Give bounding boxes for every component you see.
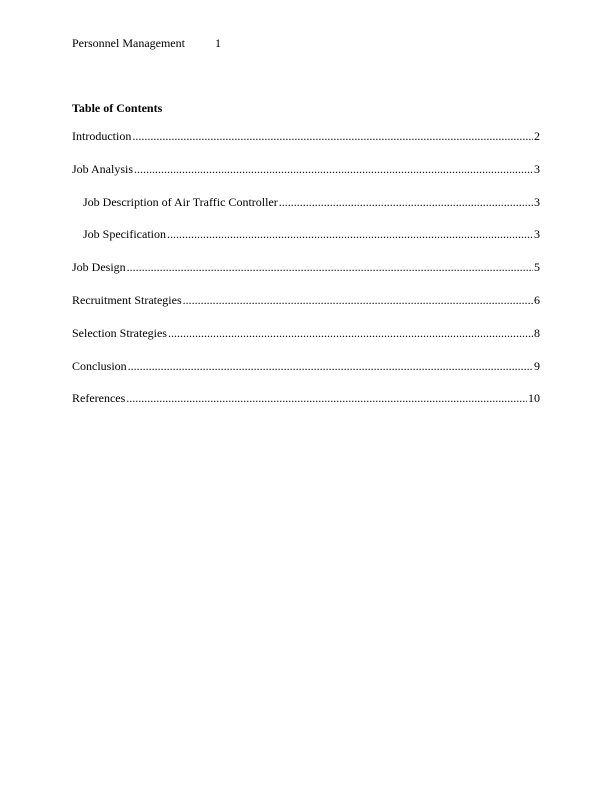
toc-entry-label: References [72,391,126,406]
toc-dot-leader [279,195,533,209]
toc-entry-page: 6 [534,292,540,307]
toc-entry-page: 2 [534,129,540,143]
toc-entry-introduction[interactable] [72,129,540,162]
toc-entry-page: 3 [534,194,540,209]
page-number: 1 [214,36,221,50]
toc-dot-leader [126,391,527,405]
toc-entry-page: 5 [534,260,540,275]
toc-dot-leader [134,162,533,176]
toc-entry-label: Introduction [72,129,132,143]
toc-entry-label: Job Design [72,260,126,275]
toc-entry-label: Job Analysis [72,161,134,176]
toc-dot-leader [128,359,533,373]
toc-dot-leader [127,260,533,274]
toc-dot-leader [132,129,533,143]
toc-title: Table of Contents [72,101,163,115]
toc-entry-job-analysis[interactable] [72,162,540,195]
toc-entry-page: 9 [534,358,540,373]
toc-entry-job-specification[interactable] [72,227,540,260]
toc-entry-page: 8 [534,325,540,340]
toc-entry-page: 10 [528,391,540,406]
toc-dot-leader [183,293,533,307]
toc-entry-page: 3 [534,227,540,242]
toc-entry-references[interactable] [72,391,540,424]
toc-dot-leader [167,227,533,241]
toc-entry-label: Job Specification [83,227,166,242]
toc-entry-label: Recruitment Strategies [72,292,182,307]
toc-entry-selection-strategies[interactable] [72,326,540,359]
toc-entry-job-design[interactable] [72,260,540,293]
toc-entry-label: Conclusion [72,358,127,373]
page-header [72,36,221,50]
toc-entry-page: 3 [534,161,540,176]
toc-entry-job-description[interactable] [72,195,540,228]
toc-entry-recruitment-strategies[interactable] [72,293,540,326]
running-head: Personnel Management [72,36,185,50]
table-of-contents [72,129,540,424]
toc-entry-conclusion[interactable] [72,359,540,392]
toc-entry-label: Job Description of Air Traffic Controller [83,194,278,209]
toc-dot-leader [168,326,533,340]
toc-entry-label: Selection Strategies [72,325,167,340]
